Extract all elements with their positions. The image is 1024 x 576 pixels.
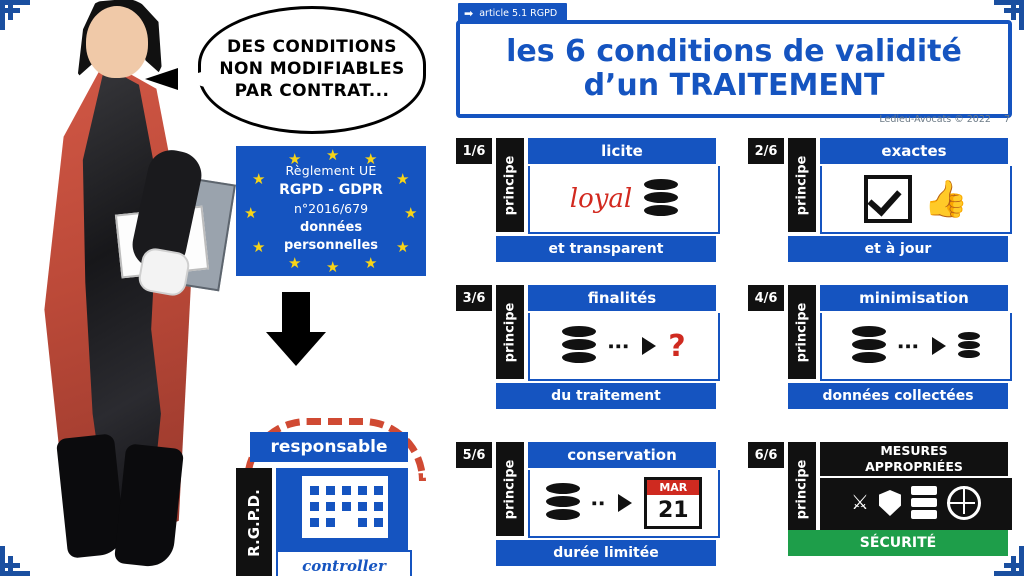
eu-star-icon: ★ (244, 205, 258, 222)
thumbs-up-icon: 👍 (923, 178, 969, 219)
rgpd-side-tab (236, 468, 272, 576)
card-principle-label: principe (502, 459, 518, 519)
eu-star-icon: ★ (364, 255, 378, 272)
card-number: 3/6 (456, 285, 492, 311)
eu-star-icon: ★ (326, 147, 340, 164)
calendar-day: 21 (658, 497, 689, 523)
eu-box-line5: personnelles (284, 238, 378, 254)
calendar-month: MAR (647, 480, 699, 495)
eu-star-icon: ★ (252, 239, 266, 256)
card-header: finalités (528, 285, 716, 311)
database-icon (546, 483, 580, 523)
character-glove (137, 246, 192, 298)
card-principle-tab (788, 285, 816, 379)
database-small-icon (958, 332, 980, 360)
title-line-2: d’un TRAITEMENT (583, 68, 885, 103)
card-header: conservation (528, 442, 716, 468)
card-header (820, 442, 1008, 476)
controller-label: controller (276, 550, 412, 576)
card-header: exactes (820, 138, 1008, 164)
character-boot-right (114, 443, 184, 568)
eu-regulation-box (236, 146, 426, 276)
globe-icon (947, 486, 981, 520)
card-icon-area (820, 166, 1012, 234)
card-header-line1: MESURES (880, 443, 948, 459)
card-footer: du traitement (496, 383, 716, 409)
eu-box-line1: Règlement UE (285, 163, 377, 178)
card-number: 5/6 (456, 442, 492, 468)
calendar-icon (644, 477, 702, 529)
credit-text: Ledieu-Avocats © 2022 (879, 114, 991, 125)
eu-box-line3: n°2016/679 (293, 201, 369, 217)
database-icon (562, 326, 596, 366)
card-principle-label: principe (502, 302, 518, 362)
card-footer: SÉCURITÉ (788, 530, 1008, 556)
page-title (456, 20, 1012, 118)
speech-bubble (198, 6, 426, 134)
card-footer: et à jour (788, 236, 1008, 262)
card-footer: durée limitée (496, 540, 716, 566)
card-icon-area (820, 313, 1012, 381)
card-icon-area (528, 166, 720, 234)
eu-star-icon: ★ (326, 259, 340, 276)
question-mark-icon: ? (668, 328, 686, 364)
card-principle-label: principe (794, 302, 810, 362)
eu-star-icon: ★ (288, 255, 302, 272)
article-reference-text: article 5.1 RGPD (479, 7, 558, 19)
eu-box-line4: données (299, 219, 363, 235)
card-number: 2/6 (748, 138, 784, 164)
checkbox-checked-icon (864, 175, 912, 223)
speech-bubble-text: DES CONDITIONS NON MODIFIABLES PAR CONTRAT... (219, 37, 405, 101)
card-principle-tab (788, 138, 816, 232)
card-principle-label: principe (502, 155, 518, 215)
responsable-label: responsable (250, 432, 408, 462)
card-principle-label: principe (794, 155, 810, 215)
eu-star-icon: ★ (396, 239, 410, 256)
card-footer: et transparent (496, 236, 716, 262)
eu-box-line2: RGPD - GDPR (279, 182, 383, 199)
card-number: 1/6 (456, 138, 492, 164)
office-building-icon (302, 476, 388, 538)
card-number: 4/6 (748, 285, 784, 311)
card-icon-area (820, 478, 1012, 530)
loyal-script-text: loyal (569, 184, 633, 214)
page-number: 7 (1003, 114, 1010, 125)
illustration-panel (0, 0, 440, 576)
credit-line (879, 114, 1010, 125)
card-principle-label: principe (794, 459, 810, 519)
title-line-1: les 6 conditions de validité (506, 34, 962, 70)
card-principle-tab (496, 285, 524, 379)
card-icon-area (528, 313, 720, 381)
swords-icon: ⚔ (851, 492, 869, 514)
card-principle-tab (788, 442, 816, 536)
eu-star-icon: ★ (364, 151, 378, 168)
database-icon (852, 326, 886, 366)
card-icon-area (528, 470, 720, 538)
rgpd-side-label: R.G.P.D. (245, 489, 263, 557)
data-controller-block (236, 420, 408, 575)
card-footer: données collectées (788, 383, 1008, 409)
card-principle-tab (496, 138, 524, 232)
content-panel (448, 0, 1024, 576)
card-header: minimisation (820, 285, 1008, 311)
character-head (86, 6, 148, 78)
speech-bubble-tail (178, 70, 208, 88)
card-header: licite (528, 138, 716, 164)
card-header-line2: APPROPRIÉES (865, 458, 963, 474)
eu-star-icon: ★ (252, 171, 266, 188)
dotted-arrow-icon: ▪▪▪ (608, 337, 631, 355)
shield-icon (879, 490, 901, 516)
arrow-right-icon (932, 337, 946, 355)
arrow-right-icon: ➡ (464, 6, 474, 20)
card-number: 6/6 (748, 442, 784, 468)
arrow-right-icon (642, 337, 656, 355)
server-icon (911, 486, 937, 520)
database-icon (644, 179, 678, 219)
eu-star-icon: ★ (404, 205, 418, 222)
dotted-arrow-icon: ▪▪▪ (898, 337, 920, 355)
arrow-right-icon (618, 494, 632, 512)
eu-star-icon: ★ (396, 171, 410, 188)
card-principle-tab (496, 442, 524, 536)
dotted-arrow-icon: ▪▪ (591, 494, 607, 512)
eu-star-icon: ★ (288, 151, 302, 168)
